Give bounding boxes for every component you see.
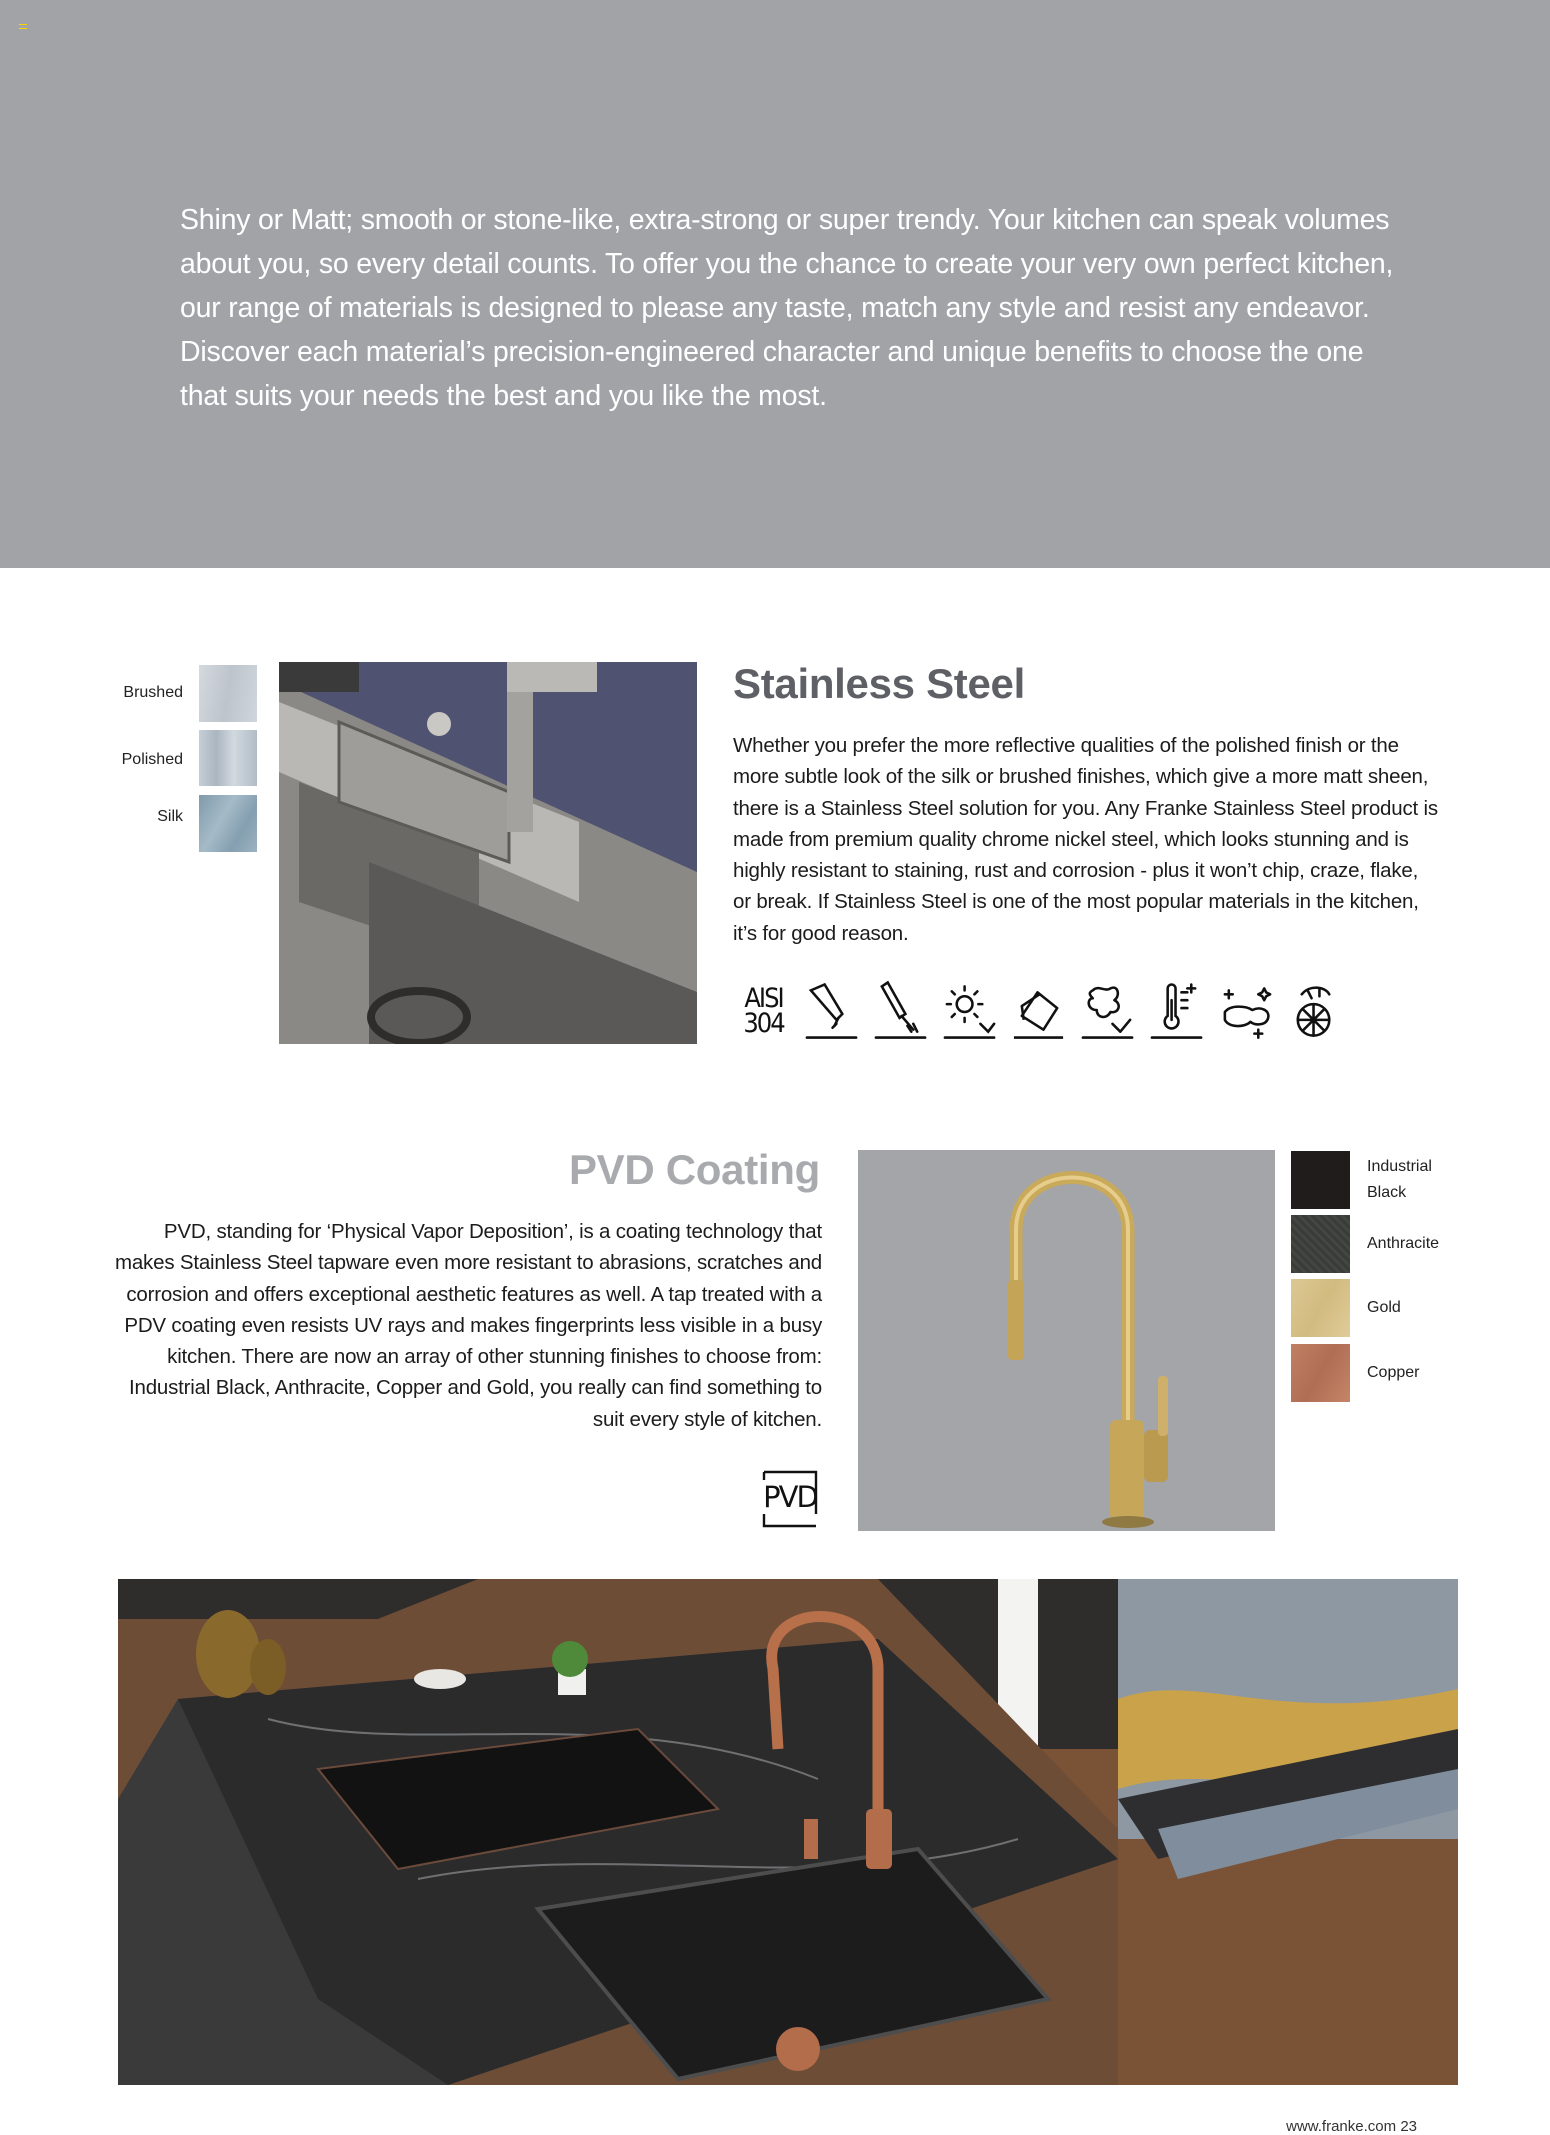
scratch-resistant-icon [803,980,862,1044]
stainless-sink-photo [279,662,697,1044]
pvd-swatch-anthracite [1291,1215,1350,1273]
heat-resistant-icon [1148,980,1207,1044]
uv-resistant-icon [941,980,1000,1044]
finish-label-brushed: Brushed [123,684,183,701]
finish-swatch-polished [199,730,257,786]
pvd-label-anthracite: Anthracite [1367,1235,1440,1252]
impact-resistant-icon [1010,980,1069,1044]
pvd-swatch-gold [1291,1279,1350,1337]
intro-paragraph: Shiny or Matt; smooth or stone-like, extra-strong or super trendy. Your kitchen can speak volumes about you, so every detail counts. To offer you the chance to create your very own perfect kitchen, our range of materials is designed to please any taste, match any style and resist any endeavor. Discover each material’s precision-engineered character and unique benefits to choose the one that suits your needs the best and you like the most. [180,204,1394,412]
easy-clean-icon [1217,980,1276,1044]
pvd-swatch-industrial-black [1291,1151,1350,1209]
corner-mark [19,24,27,29]
pvd-label-gold: Gold [1367,1299,1401,1316]
aisi-304-icon: AISI 304 [743,983,784,1039]
pvd-label-industrial-black: Industrial Black [1367,1158,1432,1201]
footer-url[interactable]: www.franke.com [1286,2118,1397,2135]
page-footer [1286,2118,1417,2135]
page-number: 23 [1400,2118,1417,2135]
pvd-title: PVD Coating [568,1146,820,1193]
stainless-title: Stainless Steel [733,660,1025,707]
feature-icons-row [734,980,1346,1044]
knife-resistant-icon [872,980,931,1044]
finish-swatch-silk [199,795,257,852]
stainless-body: Whether you prefer the more reflective qualities of the polished finish or the more subtle look of the silk or brushed finishes, which give a more matt sheen, there is a Stainless Steel solution for you. Any Franke Stainless Steel product is made from premium quality chrome nickel steel, which looks stunning and is highly resistant to staining, rust and corrosion - plus it won’t chip, craze, flake, or break. If Stainless Steel is one of the most popular materials in the kitchen, it’s for good reason. [733,734,1438,945]
finish-label-polished: Polished [121,751,183,768]
stain-resistant-icon [1079,980,1138,1044]
kitchen-island-photo [118,1579,1458,2085]
pvd-logo-icon: PVD [760,1470,820,1528]
pvd-swatch-copper [1291,1344,1350,1402]
hygienic-icon [1286,980,1345,1044]
pvd-label-copper: Copper [1367,1364,1420,1381]
pvd-body: PVD, standing for ‘Physical Vapor Deposition’, is a coating technology that makes Stainless Steel tapware even more resistant to abrasions, scratches and corrosion and offers exceptional aesthetic features as well. A tap treated with a PDV coating even resists UV rays and makes fingerprints less visible in a busy kitchen. There are now an array of other stunning finishes to choose from: Industrial Black, Anthracite, Copper and Gold, you really can find something to suit every style of kitchen. [114,1220,822,1431]
finish-swatch-brushed [199,665,257,722]
finish-label-silk: Silk [157,808,183,825]
pvd-gold-tap-photo [858,1150,1275,1531]
